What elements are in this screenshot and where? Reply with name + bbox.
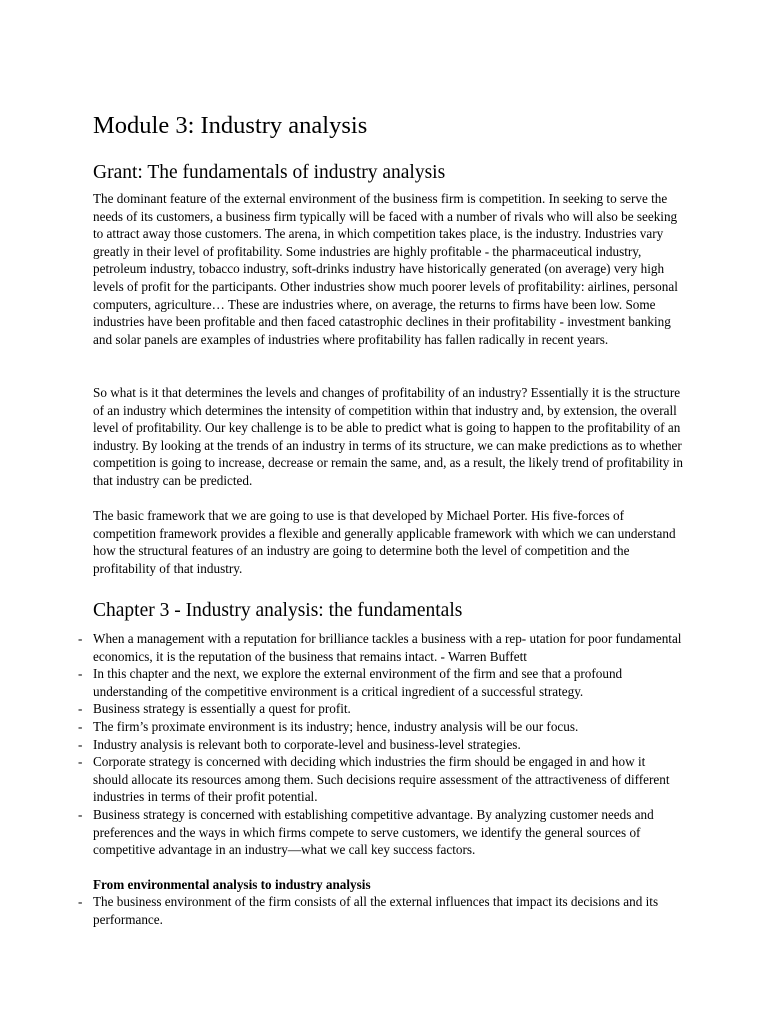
- paragraph: The dominant feature of the external environment of the business firm is competition. In seeking to serve the needs of its customers, a business firm typically will be faced with a number of rivals who will also be seeking to attract away those customers. The arena, in which competition takes place, is the industry. Industries vary greatly in their level of profitability. Some industries are highly profitable - the pharmaceutical industry, petroleum industry, tobacco industry, soft-drinks industry have historically generated (on average) very high levels of profit for the participants. Other industries show much poorer levels of profitability: airlines, personal computers, agriculture… These are industries where, on average, the returns to firms have been low. Some industries have been profitable and then faced catastrophic declines in their profitability - investment banking and solar panels are examples of industries where profitability has fallen radically in recent years.: [93, 191, 678, 347]
- dash-marker: -: [78, 736, 83, 752]
- list-item-text: The business environment of the firm consists of all the external influences that impact its decisions and its performance.: [93, 894, 659, 927]
- dash-marker: -: [78, 631, 83, 646]
- list-item-text: Corporate strategy is concerned with deciding which industries the firm should be engaged in and how it should allocate its resources among them. Such decisions require assessment of the attractiveness of different industries in terms of their profit potential.: [93, 754, 670, 805]
- section-heading-chapter: Chapter 3 - Industry analysis: the fundamentals: [93, 600, 463, 621]
- bullet-list: [73, 630, 683, 859]
- list-item-text: Business strategy is essentially a quest for profit.: [93, 701, 351, 717]
- dash-marker: -: [78, 666, 83, 682]
- dash-marker: -: [78, 754, 83, 770]
- list-item-text: Business strategy is concerned with establishing competitive advantage. By analyzing customer needs and preferences and the ways in which firms compete to serve customers, we identify the general sources of competitive advantage in an industry—what we call key success factors.: [93, 806, 654, 858]
- list-item-text: In this chapter and the next, we explore the external environment of the firm and see that a profound understanding of the competitive environment is a critical ingredient of a successful strategy.: [93, 666, 623, 699]
- list-item: [73, 630, 683, 665]
- list-item: [73, 893, 683, 928]
- dash-marker: -: [78, 806, 83, 822]
- list-item-text: When a management with a reputation for brilliance tackles a business with a rep- utation for poor fundamental economics, it is the reputation of the business that remains intact. - Warren Buffett: [93, 631, 682, 664]
- paragraph: So what is it that determines the levels and changes of profitability of an industry? Essentially it is the structure of an industry which determines the intensity of competition within that industry and, by extension, the overall level of profitability. Our key challenge is to be able to predict what is going to happen to the profitability of an industry. By looking at the trends of an industry in terms of its structure, we can make predictions as to whether competition is going to increase, decrease or remain the same, and, as a result, the likely trend of profitability in that industry can be predicted.: [93, 385, 683, 488]
- subheading: From environmental analysis to industry analysis: [93, 877, 371, 892]
- bullet-list: [73, 893, 683, 928]
- list-item: [73, 665, 683, 700]
- list-item: [73, 718, 683, 736]
- dash-marker: -: [78, 718, 83, 734]
- list-item: [73, 753, 683, 806]
- list-item: [73, 700, 683, 718]
- list-item-text: The firm’s proximate environment is its industry; hence, industry analysis will be our focus.: [93, 718, 579, 734]
- list-item: [73, 806, 683, 859]
- list-item: [73, 736, 683, 754]
- dash-marker: -: [78, 701, 83, 717]
- paragraph: The basic framework that we are going to use is that developed by Michael Porter. His five-forces of competition framework provides a flexible and generally applicable framework with which we can understand how the structural features of an industry are going to determine both the level of competition and the profitability of that industry.: [93, 508, 676, 576]
- dash-marker: -: [78, 894, 83, 909]
- list-item-text: Industry analysis is relevant both to corporate-level and business-level strategies.: [93, 736, 521, 752]
- section-heading-grant: Grant: The fundamentals of industry analysis: [93, 162, 446, 183]
- page-title: Module 3: Industry analysis: [93, 112, 368, 139]
